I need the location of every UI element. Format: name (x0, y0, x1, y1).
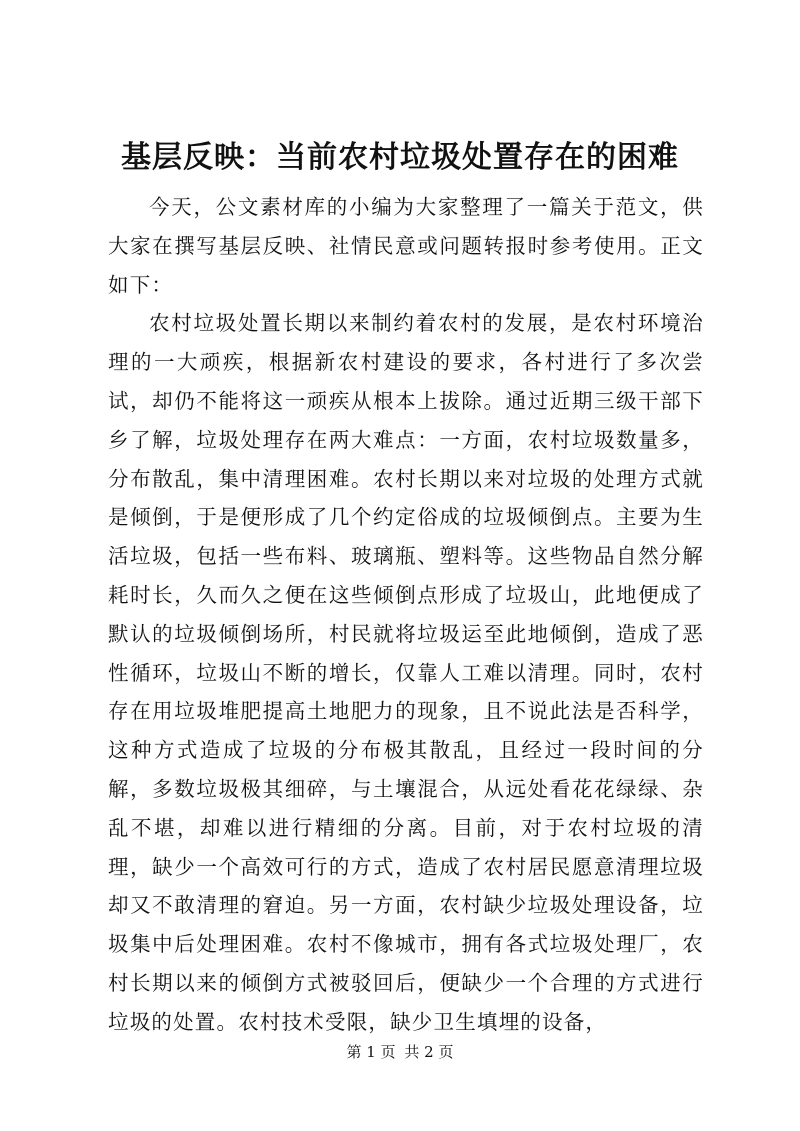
page-total: 共 2 页 (404, 1043, 454, 1061)
page-number: 第 1 页 (346, 1043, 396, 1061)
page-footer (0, 1042, 800, 1062)
body-paragraph: 农村垃圾处置长期以来制约着农村的发展，是农村环境治理的一大顽疾，根据新农村建设的要求，各村进行了多次尝试，却仍不能将这一顽疾从根本上拔除。通过近期三级干部下乡了解，垃圾处理存在两大难点：一方面，农村垃圾数量多，分布散乱，集中清理困难。农村长期以来对垃圾的处理方式就是倾倒，于是便形成了几个约定俗成的垃圾倾倒点。主要为生活垃圾，包括一些布料、玻璃瓶、塑料等。这些物品自然分解耗时长，久而久之便在这些倾倒点形成了垃圾山，此地便成了默认的垃圾倾倒场所，村民就将垃圾运至此地倾倒，造成了恶性循环，垃圾山不断的增长，仅靠人工难以清理。同时，农村存在用垃圾堆肥提高土地肥力的现象，且不说此法是否科学，这种方式造成了垃圾的分布极其散乱，且经过一段时间的分解，多数垃圾极其细碎，与土壤混合，从远处看花花绿绿、杂乱不堪，却难以进行精细的分离。目前，对于农村垃圾的清理，缺少一个高效可行的方式，造成了农村居民愿意清理垃圾却又不敢清理的窘迫。另一方面，农村缺少垃圾处理设备，垃圾集中后处理困难。农村不像城市，拥有各式垃圾处理厂，农村长期以来的倾倒方式被驳回后，便缺少一个合理的方式进行垃圾的处置。农村技术受限，缺少卫生填埋的设备， (108, 311, 704, 1034)
intro-paragraph: 今天，公文素材库的小编为大家整理了一篇关于范文，供大家在撰写基层反映、社情民意或问题转报时参考使用。正文如下： (108, 195, 704, 297)
document-body (108, 188, 704, 1042)
document-title: 基层反映：当前农村垃圾处置存在的困难 (121, 140, 679, 175)
